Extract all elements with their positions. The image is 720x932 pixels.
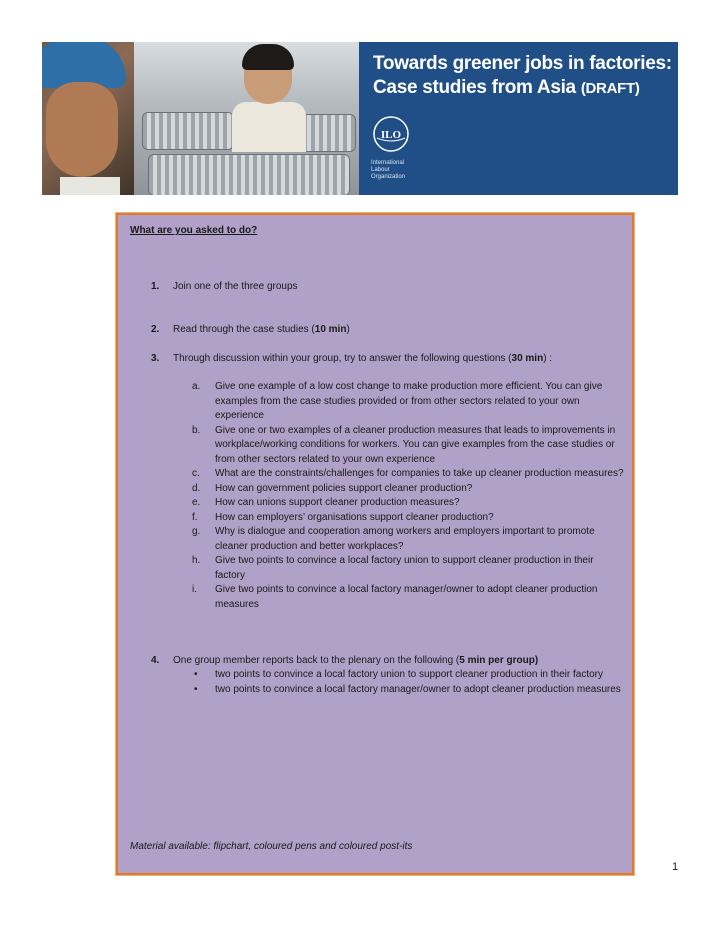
ilo-logo-text: ILO (380, 129, 402, 141)
step-number: 3. (151, 353, 160, 364)
step-text: Join one of the three groups (173, 281, 298, 292)
org-line: Labour (371, 167, 390, 173)
steel-coil (142, 112, 234, 150)
worker-body-shape (232, 102, 306, 152)
title-line-1: Towards greener jobs in factories: (373, 53, 672, 74)
step-text: Through discussion within your group, try to answer the following questions (30 min) : (173, 353, 553, 364)
instructions-heading: What are you asked to do? (130, 225, 258, 236)
report-points-list (192, 668, 624, 697)
steel-coil (148, 154, 350, 195)
duration: 5 min per group) (459, 655, 539, 666)
page-number: 1 (672, 861, 679, 873)
question-item: f. How can employers’ organisations support cleaner production? (192, 511, 494, 523)
organization-name (371, 160, 405, 181)
step-number: 2. (151, 324, 160, 335)
step-number: 4. (151, 655, 160, 666)
factory-photo (134, 42, 359, 195)
document-title (373, 52, 672, 101)
step-text: Read through the case studies (10 min) (173, 324, 350, 335)
question-item: e. How can unions support cleaner production measures? (192, 497, 460, 508)
worker-face-shape (46, 82, 118, 177)
question-item: c. What are the constraints/challenges for companies to take up cleaner production measures? (192, 468, 624, 479)
org-line: International (371, 160, 405, 166)
question-item: b. Give one or two examples of a cleaner production measures that leads to improvements in workplace/working conditions for workers. You can give examples from the case studies or from other sectors related to your own experience (192, 424, 616, 465)
title-panel (359, 42, 678, 195)
bullet-icon: • (194, 669, 198, 680)
duration: 30 min (511, 353, 544, 364)
worker-hair-shape (242, 44, 294, 70)
report-point: • two points to convince a local factory union to support cleaner production in their factory (192, 668, 624, 683)
question-item: h. Give two points to convince a local factory union to support cleaner production in their factory (192, 555, 594, 581)
question-item: g. Why is dialogue and cooperation among workers and employers important to promote cleaner production and better workplaces? (192, 526, 595, 552)
step-number: 1. (151, 281, 160, 292)
report-point: • two points to convince a local factory manager/owner to adopt cleaner production measures (192, 683, 624, 698)
questions-list (192, 380, 624, 612)
draft-label: (DRAFT) (580, 80, 640, 97)
instructions-box (116, 213, 634, 875)
question-item: a. Give one example of a low cost change to make production more efficient. You can give examples from the case studies provided or from other sectors related to your own experience (192, 381, 603, 421)
ilo-logo-icon (371, 114, 411, 154)
question-item: i. Give two points to convince a local factory manager/owner to adopt cleaner production measures (192, 584, 598, 610)
org-line: Organization (371, 174, 406, 180)
bullet-icon: • (194, 683, 198, 695)
title-line-2: Case studies from Asia (DRAFT) (373, 77, 640, 98)
step-text: One group member reports back to the plenary on the following (5 min per group) (173, 655, 539, 666)
question-item: d. How can government policies support cleaner production? (192, 482, 473, 494)
worker-photo-left (42, 42, 134, 195)
worker-shirt-shape (60, 177, 120, 195)
header-banner (42, 42, 678, 195)
duration: 10 min (314, 324, 347, 335)
materials-note: Material available: flipchart, coloured pens and coloured post-its (130, 841, 413, 852)
